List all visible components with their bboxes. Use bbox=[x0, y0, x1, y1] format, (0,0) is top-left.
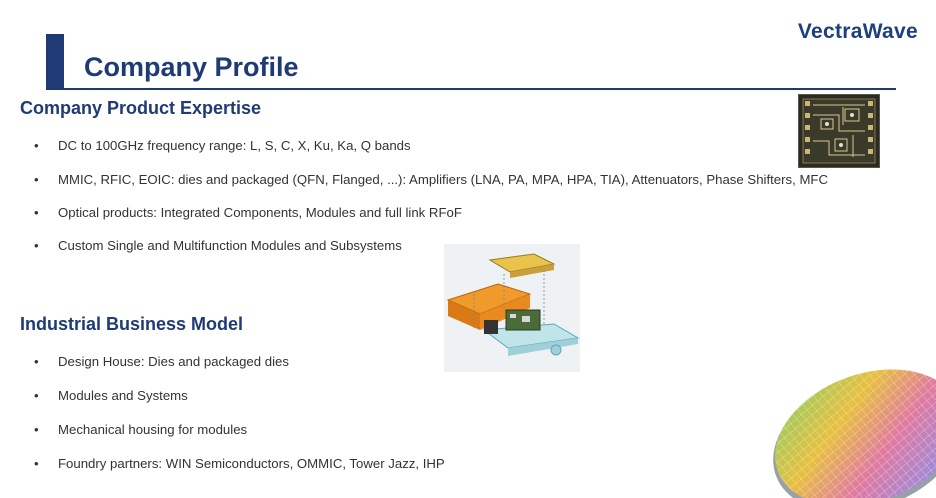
list-item-text: Optical products: Integrated Components, Modules and full link RFoF bbox=[58, 205, 462, 220]
wafer-image bbox=[768, 350, 936, 498]
title-accent-bar bbox=[46, 34, 64, 90]
list-item bbox=[0, 354, 445, 388]
bullet-icon: • bbox=[34, 422, 39, 437]
bullet-icon: • bbox=[34, 456, 39, 471]
list-item bbox=[0, 138, 828, 172]
expertise-list bbox=[0, 138, 828, 258]
mmic-chip-image bbox=[798, 94, 880, 168]
bullet-icon: • bbox=[34, 205, 39, 220]
expertise-heading: Company Product Expertise bbox=[20, 98, 262, 118]
list-item-text: Modules and Systems bbox=[58, 388, 188, 403]
business-heading: Industrial Business Model bbox=[20, 314, 244, 334]
list-item bbox=[0, 422, 445, 456]
company-logo: VectraWave bbox=[797, 20, 918, 43]
title-underline bbox=[60, 88, 896, 90]
bullet-icon: • bbox=[34, 238, 39, 253]
business-list bbox=[0, 354, 445, 476]
list-item-text: Foundry partners: WIN Semiconductors, OMMIC, Tower Jazz, IHP bbox=[58, 456, 445, 471]
module-assembly-image bbox=[444, 244, 580, 372]
bullet-icon: • bbox=[34, 388, 39, 403]
bullet-icon: • bbox=[34, 172, 39, 187]
list-item-text: MMIC, RFIC, EOIC: dies and packaged (QFN, Flanged, ...): Amplifiers (LNA, PA, MPA, HPA, TIA), Attenuators, Phase Shifters, MFC bbox=[58, 172, 829, 187]
list-item bbox=[0, 388, 445, 422]
bullet-icon: • bbox=[34, 138, 39, 153]
list-item bbox=[0, 172, 828, 205]
list-item-text: Custom Single and Multifunction Modules and Subsystems bbox=[58, 238, 402, 253]
list-item-text: DC to 100GHz frequency range: L, S, C, X, Ku, Ka, Q bands bbox=[58, 138, 411, 153]
list-item-text: Design House: Dies and packaged dies bbox=[58, 354, 289, 369]
list-item bbox=[0, 456, 445, 476]
list-item bbox=[0, 238, 828, 258]
list-item-text: Mechanical housing for modules bbox=[58, 422, 248, 437]
list-item bbox=[0, 205, 828, 238]
page-title: Company Profile bbox=[84, 52, 299, 82]
bullet-icon: • bbox=[34, 354, 39, 369]
